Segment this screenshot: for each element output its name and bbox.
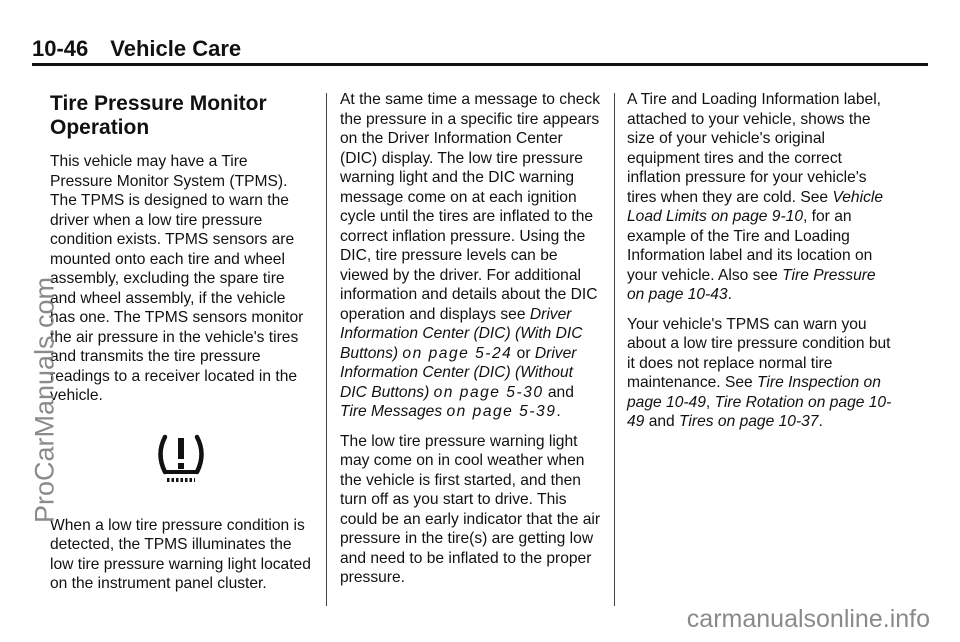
intro-paragraph: This vehicle may have a Tire Pressure Monitor System (TPMS). The TPMS is designed to warn the driver when a low tire pressure condition exists. TPMS sensors are mounted onto each tire and wheel assembly, excluding the spare tire and wheel assembly, if the vehicle has one. The TPMS sensors monitor the air pressure in the vehicle's tires and transmits the tire pressure readings to a receiver located in the vehicle. [50,153,304,404]
ref-tire-inspection[interactable]: Tire Inspection on page 10-49 [627,374,881,411]
ref-tire-messages[interactable]: Tire Messages [340,403,443,420]
warning-light-paragraph: When a low tire pressure condition is detected, the TPMS illuminates the low tire pressure warning light located on the instrument panel cluster. [50,516,311,592]
cold-weather-paragraph: The low tire pressure warning light may come on in cool weather when the vehicle is first started, and then turn off as you start to drive. This could be an early indicator that the air pressure in the tire(s) are getting low and need to be inflated to the proper pressure. [340,432,601,586]
ref-page-5-30[interactable]: on page 5-30 [433,383,544,401]
connector-and: and [543,383,574,401]
label-text-mid: , for an example of the Tire and Loading Information label and its location on your vehicle. Also see [627,208,873,284]
label-text: A Tire and Loading Information label, attached to your vehicle, shows the size of your vehicle's original equipment tires and the correct inflation pressure for your vehicle's tires when they are cold. See [627,91,881,206]
ref-page-5-39[interactable]: on page 5-39 [446,403,557,420]
dic-text: At the same time a message to check the pressure in a specific tire appears on the Driver Information Center (DIC) display. The low tire pressure warning light and the DIC warning message come on at each ignition cycle until the tires are inflated to the correct inflation pressure. Using the DIC, tire pressure levels can be viewed by the driver. For additional information and details about the DIC operation and displays see [340,91,601,323]
ref-tire-rotation[interactable]: Tire Rotation on page 10-49 [627,393,892,430]
maintenance-paragraph [627,315,895,432]
side-watermark: ProCarManuals.com [29,276,60,524]
dic-paragraph [340,90,604,422]
heading-line-1: Tire Pressure Monitor [50,92,267,115]
page-header [32,36,241,62]
ref-tires[interactable]: Tires on page 10-37 [679,413,819,430]
footer-watermark: carmanualsonline.info [686,605,930,633]
low-tire-pressure-warning-icon [50,432,312,486]
label-paragraph [627,90,895,305]
ref-dic-with-buttons[interactable]: Driver Information Center (DIC) (With DIC Buttons) [340,305,583,362]
ref-vehicle-load-limits[interactable]: Vehicle Load Limits on page 9-10 [627,188,884,225]
column-2 [340,90,604,598]
ref-dic-without-buttons[interactable]: Driver Information Center (DIC) (Without DIC Buttons) [340,344,577,401]
section-heading [50,92,312,140]
column-1 [50,90,312,604]
comma: , [705,393,715,411]
period: . [556,403,561,420]
maintenance-text: Your vehicle's TPMS can warn you about a low tire pressure condition but it does not replace normal tire maintenance. See [627,315,891,391]
ref-tire-pressure[interactable]: Tire Pressure on page 10-43 [627,266,876,303]
page-number: 10-46 [32,36,89,61]
period: . [818,413,823,430]
column-3 [627,90,895,442]
section-title: Vehicle Care [110,36,242,61]
period: . [727,286,732,303]
column-divider [326,93,327,606]
header-rule [32,63,928,66]
connector-and: and [644,413,680,430]
ref-page-5-24[interactable]: on page 5-24 [402,344,513,362]
column-divider [614,93,615,606]
heading-line-2: Operation [50,116,150,139]
connector-or: or [512,344,535,362]
